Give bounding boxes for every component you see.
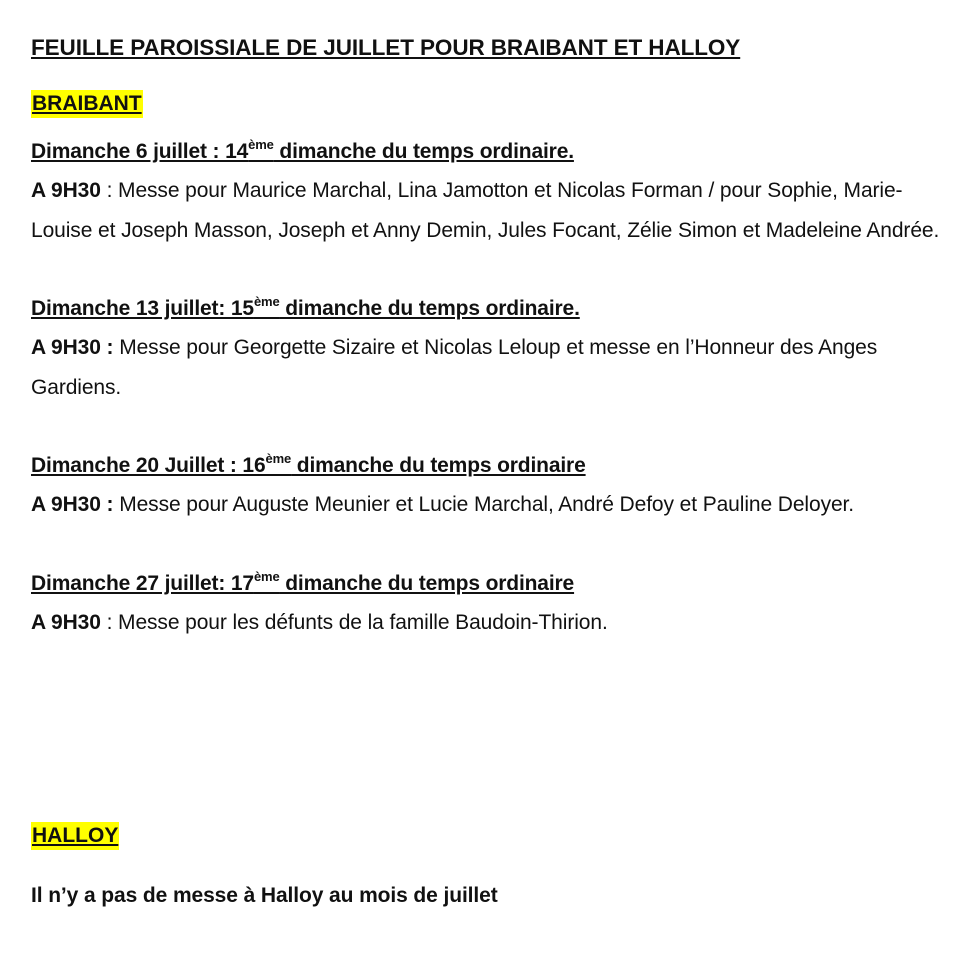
service-heading bbox=[31, 446, 946, 485]
ordinal-suffix: ème bbox=[253, 294, 280, 309]
halloy-notice: Il n’y a pas de messe à Halloy au mois de juillet bbox=[31, 884, 498, 907]
service-intentions: Messe pour Auguste Meunier et Lucie Marchal, André Defoy et Pauline Deloyer. bbox=[119, 493, 855, 516]
service-details bbox=[31, 171, 946, 250]
service-heading-rest: dimanche du temps ordinaire bbox=[279, 571, 575, 595]
service-heading-text: Dimanche 27 juillet: 17 bbox=[31, 571, 254, 595]
section-label-halloy: HALLOY bbox=[31, 822, 119, 850]
service-heading bbox=[31, 289, 946, 328]
document-title: FEUILLE PAROISSIALE DE JUILLET POUR BRAIBANT ET HALLOY bbox=[31, 35, 741, 60]
service-heading-rest: dimanche du temps ordinaire bbox=[291, 454, 586, 477]
separator: : bbox=[100, 610, 119, 634]
service-heading-rest: dimanche du temps ordinaire. bbox=[279, 297, 580, 320]
service-time: A 9H30 bbox=[31, 610, 101, 634]
service-heading bbox=[31, 132, 946, 171]
service-heading bbox=[31, 564, 946, 603]
service-details bbox=[31, 603, 946, 643]
service-details bbox=[31, 328, 946, 407]
service-intentions: Messe pour Georgette Sizaire et Nicolas Leloup et messe en l’Honneur des Anges Gardiens. bbox=[31, 336, 878, 399]
service-block bbox=[31, 564, 946, 643]
section-halloy bbox=[31, 822, 119, 850]
separator: : bbox=[100, 179, 119, 202]
service-heading-rest: dimanche du temps ordinaire. bbox=[273, 140, 574, 163]
service-heading-text: Dimanche 20 Juillet : 16 bbox=[31, 454, 266, 477]
service-block bbox=[31, 132, 946, 250]
service-heading-text: Dimanche 6 juillet : 14 bbox=[31, 140, 249, 163]
service-time: A 9H30 bbox=[31, 179, 101, 202]
service-block bbox=[31, 289, 946, 407]
service-intentions: Messe pour Maurice Marchal, Lina Jamotton et Nicolas Forman / pour Sophie, Marie-Louise et Joseph Masson, Joseph et Anny Demin, Jules Focant, Zélie Simon et Madeleine Andrée. bbox=[31, 179, 940, 242]
ordinal-suffix: ème bbox=[265, 451, 292, 466]
section-braibant bbox=[31, 90, 946, 118]
section-label-braibant: BRAIBANT bbox=[31, 90, 143, 118]
ordinal-suffix: ème bbox=[253, 568, 280, 584]
service-intentions: Messe pour les défunts de la famille Baudoin-Thirion. bbox=[118, 610, 608, 634]
service-time: A 9H30 : bbox=[31, 493, 114, 516]
service-heading-text: Dimanche 13 juillet: 15 bbox=[31, 297, 254, 320]
document-page bbox=[31, 30, 946, 907]
service-block bbox=[31, 446, 946, 525]
service-details bbox=[31, 485, 946, 525]
ordinal-suffix: ème bbox=[248, 137, 274, 152]
service-time: A 9H30 : bbox=[31, 336, 114, 359]
